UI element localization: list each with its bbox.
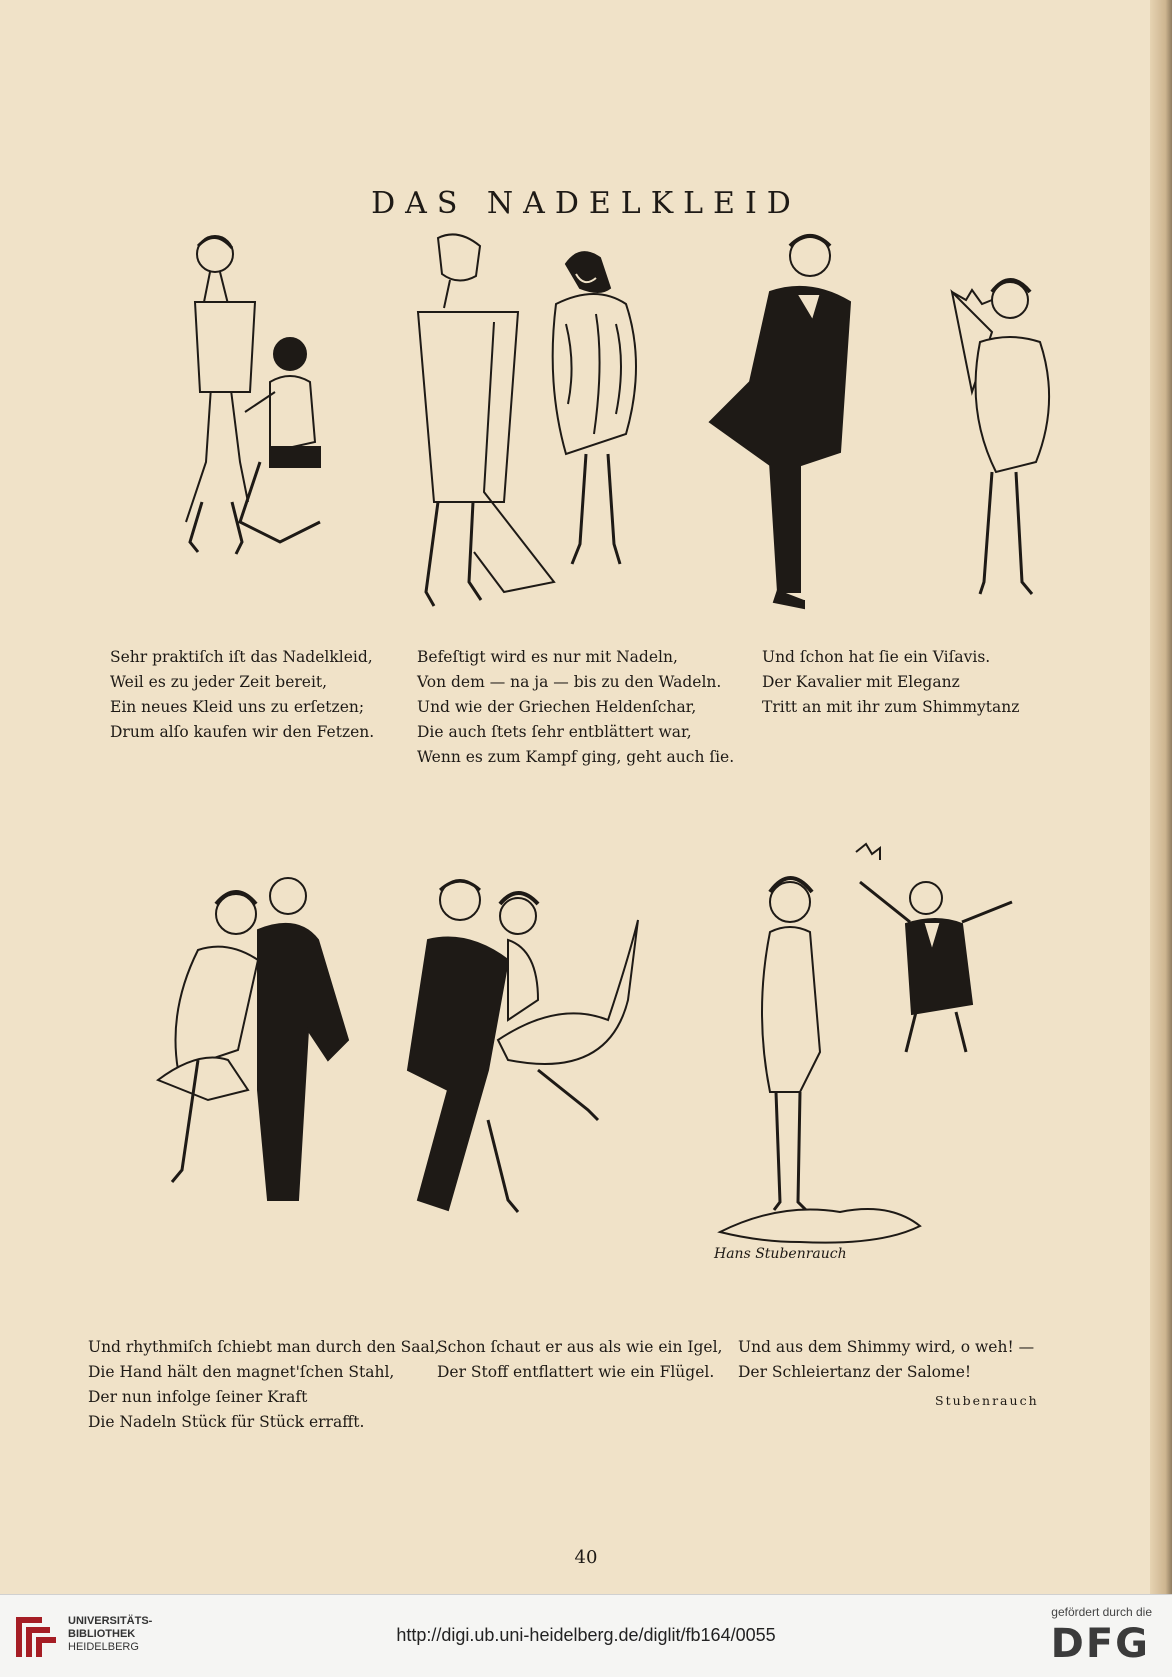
verse-line: Der Kavalier mit Eleganz [762, 673, 960, 691]
illustration-couple-dancing [158, 880, 358, 1220]
illustration-couple-spinning [418, 880, 648, 1220]
verse-line: Ein neues Kleid uns zu erſetzen; [110, 698, 365, 716]
verse-line: Und wie der Griechen Heldenſchar, [417, 698, 697, 716]
verse-4 [88, 1335, 440, 1435]
verse-line: Sehr praktiſch iſt das Nadelkleid, [110, 648, 373, 666]
verse-line: Und ſchon hat ſie ein Viſavis. [762, 648, 991, 666]
author-credit: Stubenrauch [935, 1393, 1039, 1408]
verse-line: Und aus dem Shimmy wird, o weh! — [738, 1338, 1035, 1356]
page-number: 40 [574, 1547, 598, 1568]
institution-line: BIBLIOTHEK [68, 1628, 136, 1640]
verse-3 [762, 645, 1019, 720]
verse-line: Von dem — na ja — bis zu den Wadeln. [417, 673, 722, 691]
verse-line: Die auch ſtets ſehr entblättert war, [417, 723, 692, 741]
verse-line: Der Stoff entflattert wie ein Flügel. [437, 1363, 715, 1381]
institution-line: UNIVERSITÄTS- [68, 1615, 153, 1627]
verse-1 [110, 645, 374, 745]
illustration-woman-holding-fabric [398, 232, 558, 617]
verse-line: Weil es zu jeder Zeit bereit, [110, 673, 328, 691]
verse-line: Der Schleiertanz der Salome! [738, 1363, 972, 1381]
verse-line: Wenn es zum Kampf ging, geht auch ſie. [417, 748, 735, 766]
verse-line: Schon ſchaut er aus als wie ein Igel, [437, 1338, 723, 1356]
verse-2 [417, 645, 734, 770]
funded-by-label: gefördert durch die [1051, 1605, 1152, 1619]
footer-bar [0, 1594, 1172, 1677]
illustration-salome-and-gentleman [730, 842, 1040, 1257]
verse-line: Tritt an mit ihr zum Shimmytanz [762, 698, 1020, 716]
institution-line: HEIDELBERG [68, 1641, 139, 1653]
illustration-gentleman-in-tailcoat [710, 232, 870, 612]
verse-line: Der nun infolge ſeiner Kraft [88, 1388, 308, 1406]
illustration-dressmaker-fitting [140, 232, 330, 592]
verse-6 [738, 1335, 1034, 1385]
artist-signature: Hans Stubenrauch [714, 1246, 847, 1262]
verse-line: Und rhythmiſch ſchiebt man durch den Saal, [88, 1338, 440, 1356]
page-title: DAS NADELKLEID [371, 186, 801, 222]
verse-5 [437, 1335, 722, 1385]
permalink-url[interactable]: http://digi.ub.uni-heidelberg.de/diglit/fb164/0055 [396, 1625, 776, 1645]
verse-line: Die Nadeln Stück für Stück errafft. [88, 1413, 365, 1431]
verse-line: Die Hand hält den magnet'ſchen Stahl, [88, 1363, 395, 1381]
illustration-woman-in-fur-coat [546, 244, 676, 604]
verse-line: Drum alſo kaufen wir den Fetzen. [110, 723, 375, 741]
illustration-woman-with-fan [950, 272, 1060, 612]
dfg-logo[interactable]: DFG [1050, 1621, 1150, 1667]
verse-line: Befeſtigt wird es nur mit Nadeln, [417, 648, 678, 666]
page-edge-shadow [1150, 0, 1172, 1594]
